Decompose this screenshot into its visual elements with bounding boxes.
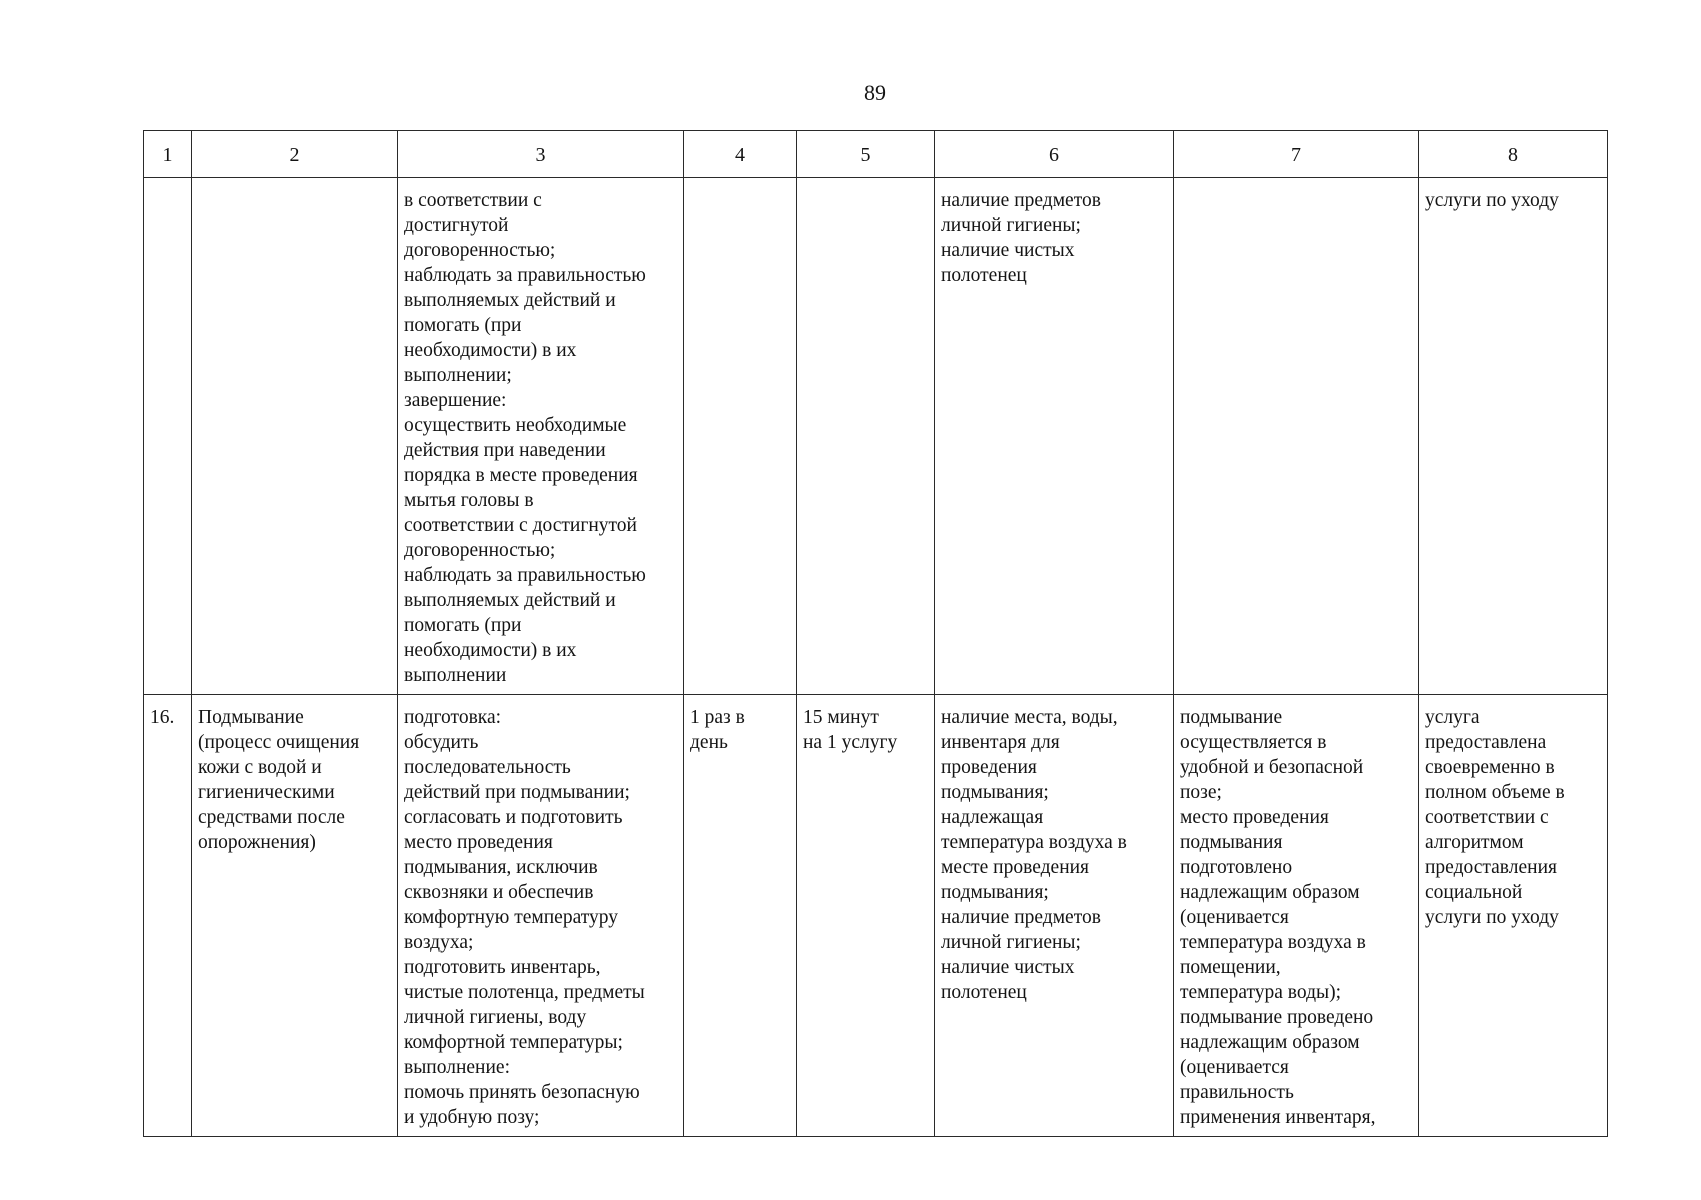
cell-quality: подмывание осуществляется в удобной и безопасной позе; место проведения подмывания подготовлено надлежащим образом (оценивается температура воздуха в помещении, температура воды); подмывание проведено надлежащим образом (оценивается правильность применения инвентаря, bbox=[1174, 695, 1419, 1137]
cell-service-content: подготовка: обсудить последовательность действий при подмывании; согласовать и подготовить место проведения подмывания, исключив сквозняки и обеспечив комфортную температуру воздуха; подготовить инвентарь, чистые полотенца, предметы личной гигиены, воду комфортной температуры; выполнение: помочь принять безопасную и удобную позу; bbox=[398, 695, 684, 1137]
cell-duration bbox=[797, 178, 935, 695]
column-header-5: 5 bbox=[797, 131, 935, 178]
cell-duration: 15 минут на 1 услугу bbox=[797, 695, 935, 1137]
cell-conditions: наличие предметов личной гигиены; наличие чистых полотенец bbox=[935, 178, 1174, 695]
cell-result: услуга предоставлена своевременно в полном объеме в соответствии с алгоритмом предоставления социальной услуги по уходу bbox=[1419, 695, 1608, 1137]
table-row bbox=[144, 695, 1608, 1137]
cell-service-name bbox=[192, 178, 398, 695]
cell-result: услуги по уходу bbox=[1419, 178, 1608, 695]
cell-frequency bbox=[684, 178, 797, 695]
table-header-row bbox=[144, 131, 1608, 178]
column-header-6: 6 bbox=[935, 131, 1174, 178]
column-header-4: 4 bbox=[684, 131, 797, 178]
table-row bbox=[144, 178, 1608, 695]
column-header-3: 3 bbox=[398, 131, 684, 178]
column-header-8: 8 bbox=[1419, 131, 1608, 178]
column-header-2: 2 bbox=[192, 131, 398, 178]
page-number: 89 bbox=[864, 80, 886, 105]
cell-frequency: 1 раз в день bbox=[684, 695, 797, 1137]
cell-number: 16. bbox=[144, 695, 192, 1137]
column-header-7: 7 bbox=[1174, 131, 1419, 178]
cell-service-name: Подмывание (процесс очищения кожи с водой и гигиеническими средствами после опорожнения) bbox=[192, 695, 398, 1137]
cell-conditions: наличие места, воды, инвентаря для проведения подмывания; надлежащая температура воздуха в месте проведения подмывания; наличие предметов личной гигиены; наличие чистых полотенец bbox=[935, 695, 1174, 1137]
cell-quality bbox=[1174, 178, 1419, 695]
cell-number bbox=[144, 178, 192, 695]
service-table bbox=[143, 130, 1608, 1137]
cell-service-content: в соответствии с достигнутой договоренностью; наблюдать за правильностью выполняемых действий и помогать (при необходимости) в их выполнении; завершение: осуществить необходимые действия при наведении порядка в месте проведения мытья головы в соответствии с достигнутой договоренностью; наблюдать за правильностью выполняемых действий и помогать (при необходимости) в их выполнении bbox=[398, 178, 684, 695]
column-header-1: 1 bbox=[144, 131, 192, 178]
